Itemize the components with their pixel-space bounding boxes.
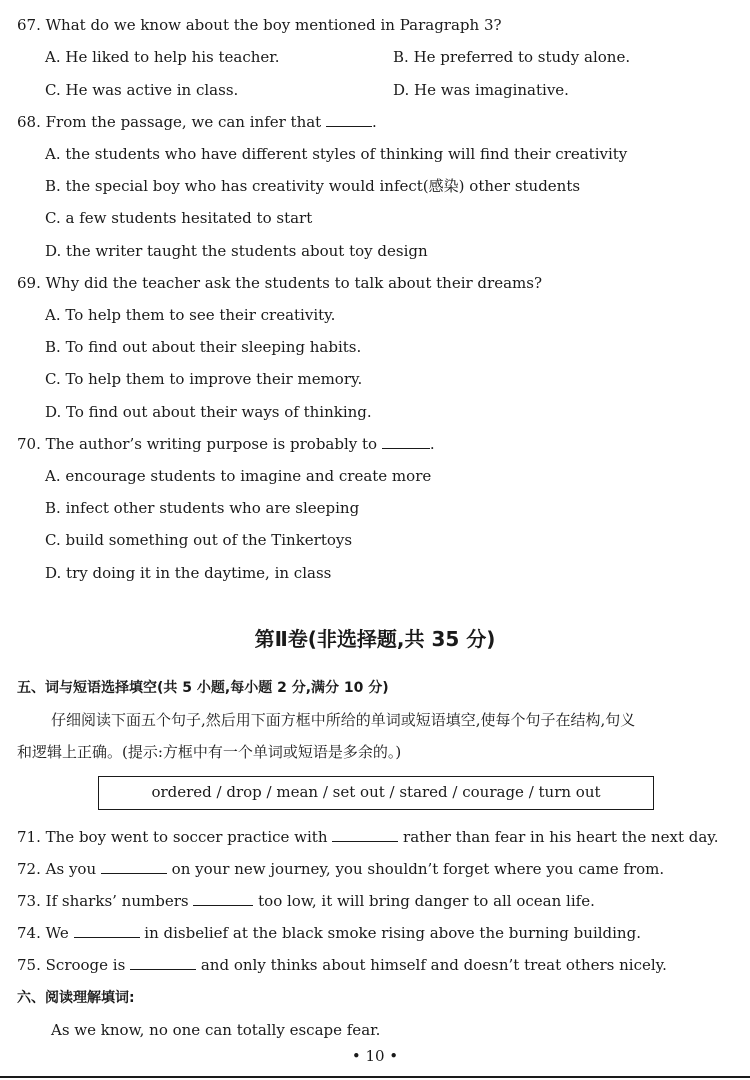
answer-blank <box>326 112 372 127</box>
item-text-before: If sharks’ numbers <box>45 892 189 910</box>
question-stem: The author’s writing purpose is probably to <box>45 435 378 453</box>
option-68-c <box>45 208 312 228</box>
section-six-heading: 六、阅读理解填词: <box>17 990 135 1006</box>
option-text: He liked to help his teacher. <box>65 48 280 66</box>
answer-blank <box>74 923 140 938</box>
option-text: He preferred to study alone. <box>413 48 631 66</box>
question-number: 69. <box>17 274 41 292</box>
page-number: • 10 • <box>351 1047 399 1065</box>
question-68: 68. From the passage, we can infer that . <box>17 113 377 131</box>
option-letter: C. <box>45 531 61 549</box>
option-letter: A. <box>45 306 61 324</box>
option-letter: A. <box>45 48 61 66</box>
fill-item-74 <box>17 923 641 943</box>
option-67-a <box>45 47 280 67</box>
option-letter: B. <box>45 499 61 517</box>
item-text-before: As you <box>45 860 97 878</box>
section-five-heading: 五、词与短语选择填空(共 5 小题,每小题 2 分,满分 10 分) <box>17 680 389 696</box>
question-number: 70. <box>17 435 41 453</box>
option-letter: D. <box>45 403 62 421</box>
item-text-before: The boy went to soccer practice with <box>45 828 328 846</box>
bottom-rule <box>0 1076 750 1078</box>
option-68-a <box>45 144 627 164</box>
option-text: To help them to improve their memory. <box>65 370 363 388</box>
answer-blank <box>130 955 196 970</box>
option-text: infect other students who are sleeping <box>65 499 360 517</box>
word-bank-box: ordered / drop / mean / set out / stared / courage / turn out <box>98 776 654 810</box>
fill-item-72 <box>17 859 664 879</box>
option-69-d <box>45 402 372 422</box>
fill-item-75 <box>17 955 667 975</box>
question-number: 68. <box>17 113 41 131</box>
fill-item-71 <box>17 827 719 847</box>
item-number: 74. <box>17 924 41 942</box>
option-text: To find out about their ways of thinking. <box>66 403 372 421</box>
option-text: encourage students to imagine and create more <box>65 467 432 485</box>
option-70-c <box>45 530 352 550</box>
item-text-after: and only thinks about himself and doesn’t treat others nicely. <box>200 956 667 974</box>
option-letter: C. <box>45 81 61 99</box>
option-letter: B. <box>45 338 61 356</box>
item-text-after: rather than fear in his heart the next day. <box>403 828 719 846</box>
option-text: try doing it in the daytime, in class <box>66 564 332 582</box>
option-70-d <box>45 563 331 583</box>
option-text: He was imaginative. <box>414 81 569 99</box>
option-letter: C. <box>45 370 61 388</box>
option-69-b <box>45 337 361 357</box>
option-67-c <box>45 80 238 100</box>
item-text-after: in disbelief at the black smoke rising above the burning building. <box>144 924 641 942</box>
option-letter: B. <box>45 177 61 195</box>
option-text: the writer taught the students about toy design <box>66 242 428 260</box>
option-letter: A. <box>45 467 61 485</box>
option-text: build something out of the Tinkertoys <box>65 531 353 549</box>
question-67 <box>17 15 502 35</box>
item-text-before: Scrooge is <box>45 956 126 974</box>
item-text-after: too low, it will bring danger to all ocean life. <box>258 892 595 910</box>
option-70-b <box>45 498 359 518</box>
option-67-d <box>393 80 569 100</box>
option-text: the special boy who has creativity would infect(感染) other students <box>65 177 581 195</box>
option-letter: D. <box>45 242 62 260</box>
question-69 <box>17 273 542 293</box>
answer-blank <box>332 827 398 842</box>
option-68-d <box>45 241 428 261</box>
fill-item-73 <box>17 891 595 911</box>
option-letter: C. <box>45 209 61 227</box>
section-six-intro: As we know, no one can totally escape fear. <box>51 1021 381 1039</box>
item-number: 73. <box>17 892 41 910</box>
part-two-title: 第Ⅱ卷(非选择题,共 35 分) <box>254 627 496 651</box>
question-stem: Why did the teacher ask the students to talk about their dreams? <box>45 274 542 292</box>
option-text: a few students hesitated to start <box>65 209 313 227</box>
item-text-after: on your new journey, you shouldn’t forget where you came from. <box>171 860 665 878</box>
item-number: 75. <box>17 956 41 974</box>
section-five-instruction-line1: 仔细阅读下面五个句子,然后用下面方框中所给的单词或短语填空,使每个句子在结构,句义 <box>51 711 636 729</box>
question-stem: From the passage, we can infer that <box>45 113 322 131</box>
item-number: 71. <box>17 828 41 846</box>
option-68-b <box>45 176 580 196</box>
answer-blank <box>101 859 167 874</box>
option-69-c <box>45 369 362 389</box>
answer-blank <box>193 891 253 906</box>
option-text: To help them to see their creativity. <box>65 306 336 324</box>
option-letter: B. <box>393 48 409 66</box>
option-letter: A. <box>45 145 61 163</box>
section-five-instruction-line2: 和逻辑上正确。(提示:方框中有一个单词或短语是多余的。) <box>17 743 402 761</box>
answer-blank <box>382 434 430 449</box>
option-69-a <box>45 305 335 325</box>
option-text: To find out about their sleeping habits. <box>65 338 362 356</box>
question-number: 67. <box>17 16 41 34</box>
item-number: 72. <box>17 860 41 878</box>
item-text-before: We <box>45 924 69 942</box>
option-text: He was active in class. <box>65 81 239 99</box>
question-70: 70. The author’s writing purpose is probably to . <box>17 435 435 453</box>
option-70-a <box>45 466 431 486</box>
option-67-b <box>393 47 630 67</box>
option-letter: D. <box>45 564 62 582</box>
question-stem: What do we know about the boy mentioned in Paragraph 3? <box>45 16 502 34</box>
option-letter: D. <box>393 81 410 99</box>
option-text: the students who have different styles of thinking will find their creativity <box>65 145 628 163</box>
